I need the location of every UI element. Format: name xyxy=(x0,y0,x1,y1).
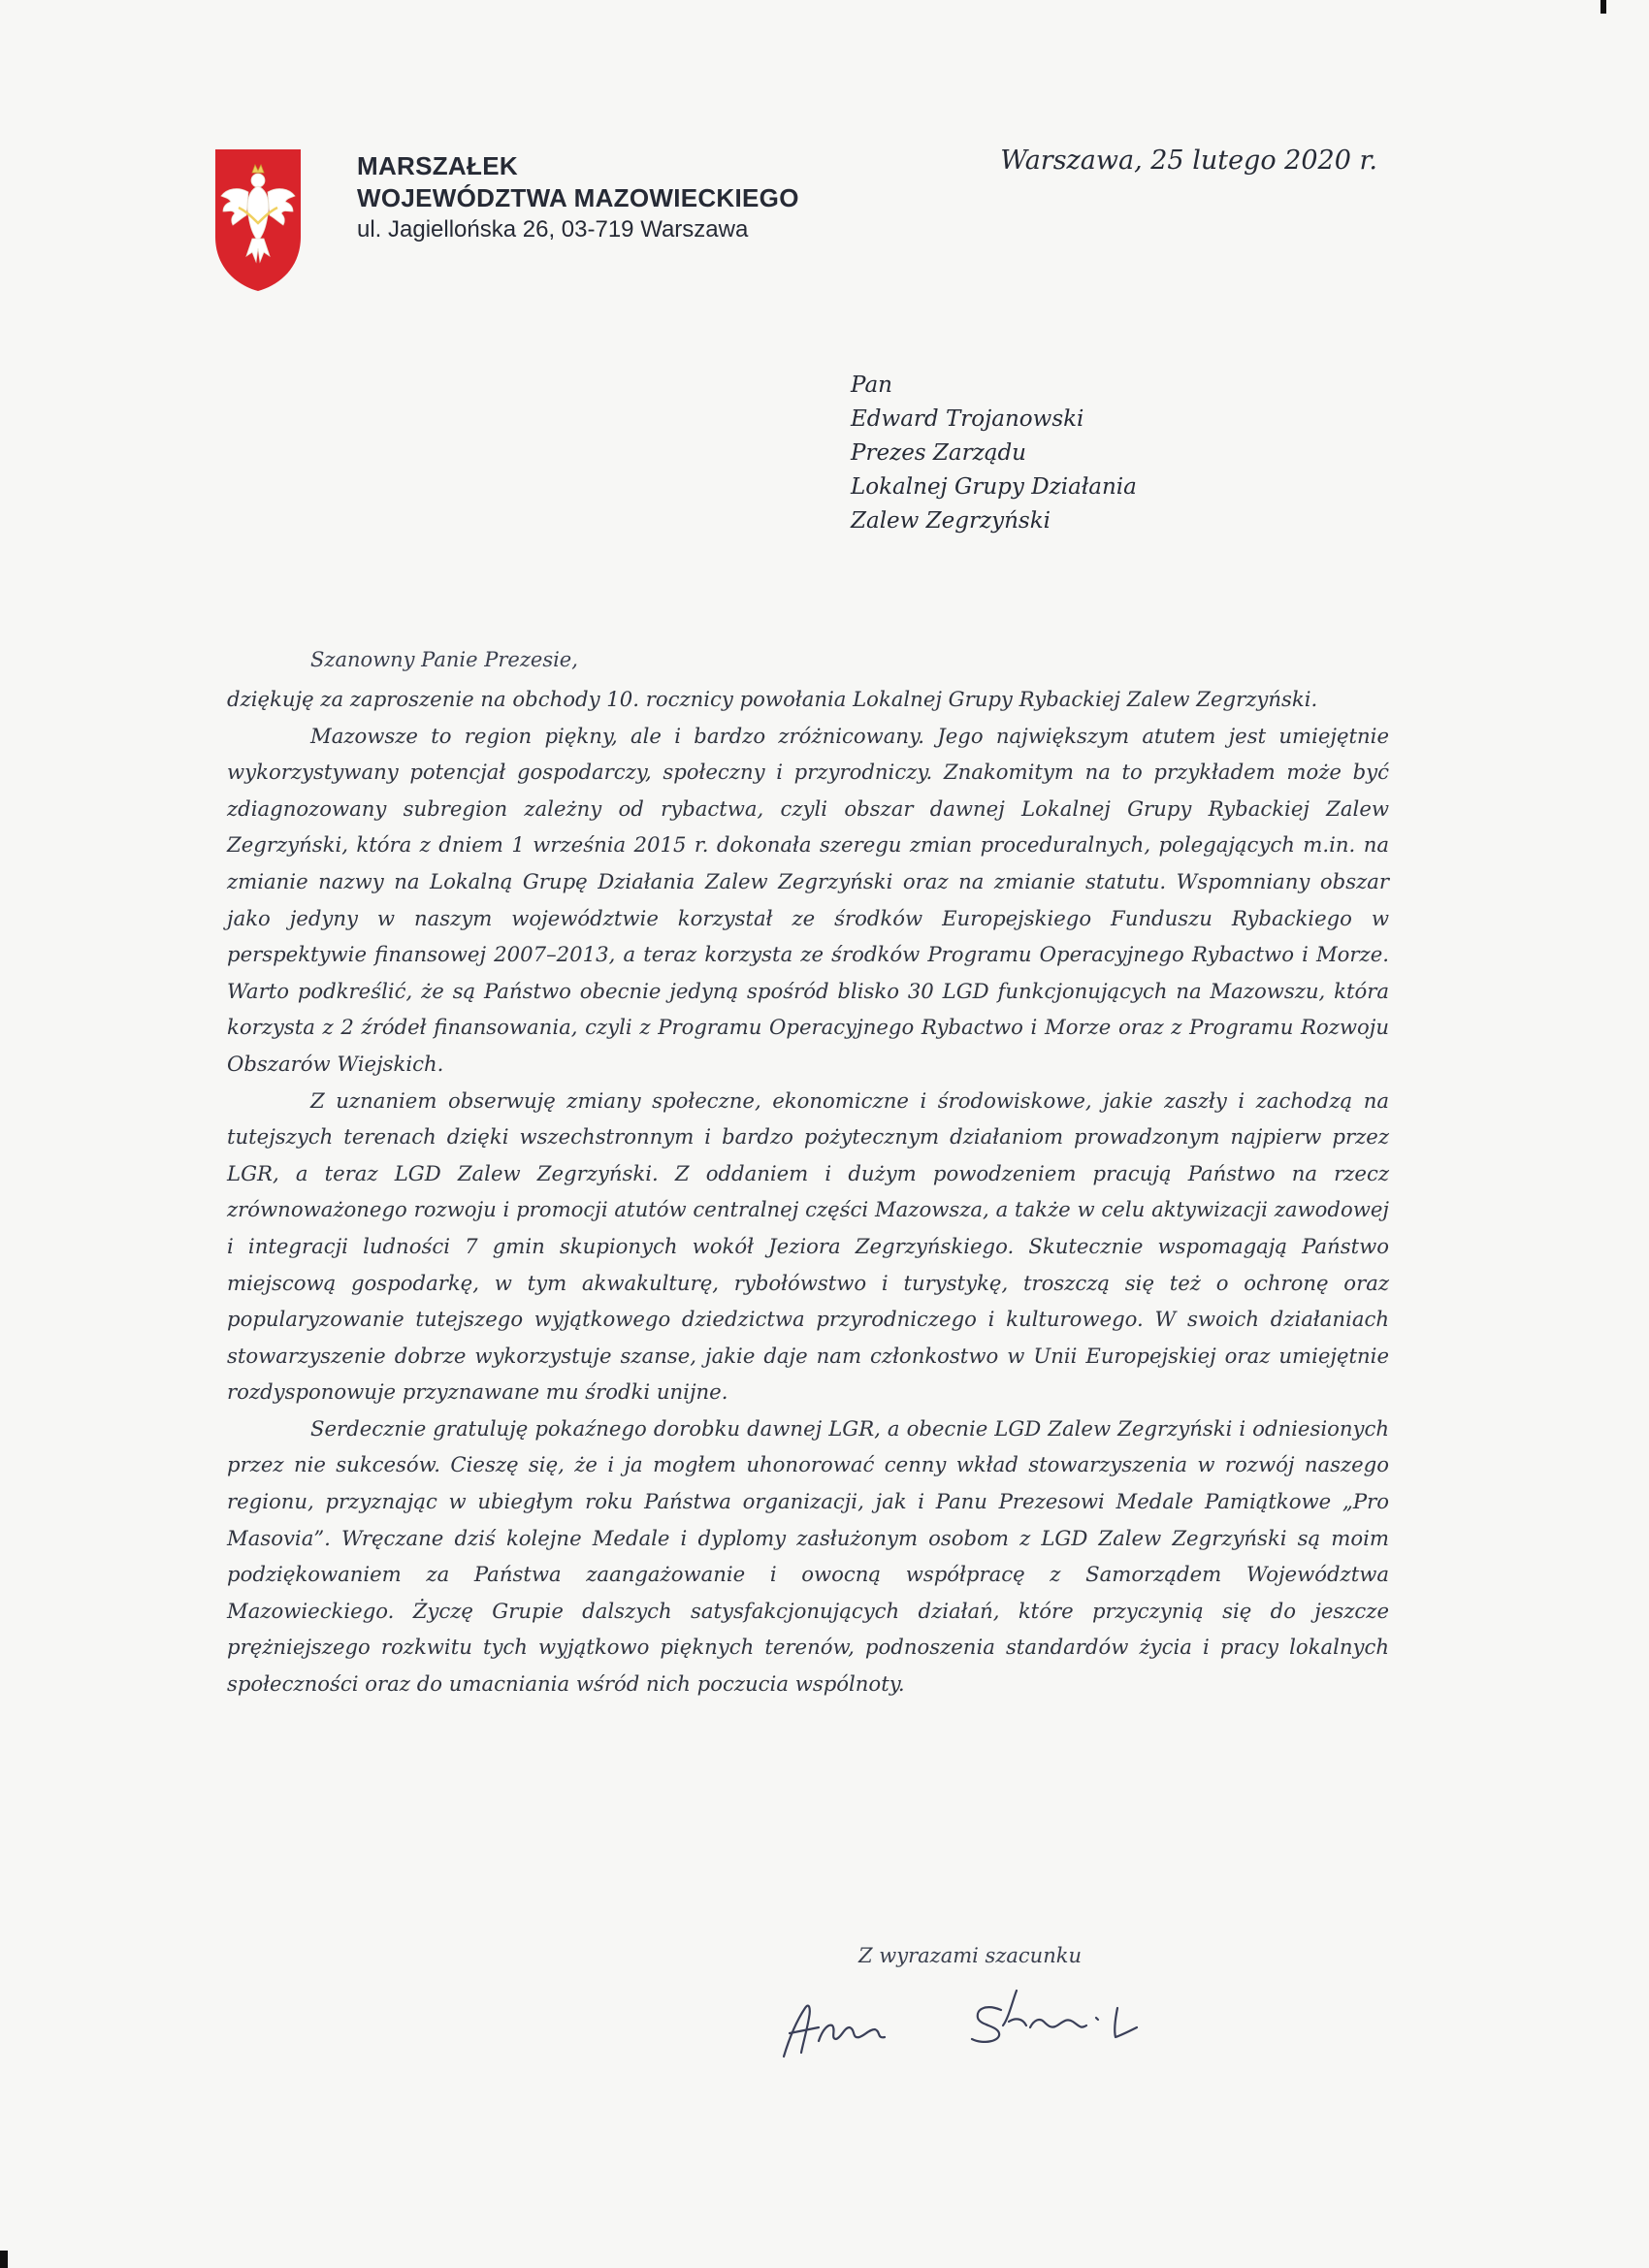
handwritten-signature xyxy=(776,1979,1203,2066)
body-paragraph: Serdecznie gratuluję pokaźnego dorobku dawnej LGR, a obecnie LGD Zalew Zegrzyński i odniesionych przez nie sukcesów. Cieszę się, że i ja mogłem uhonorować cenny wkład stowarzyszenia w rozwój naszego regionu, przyznając w ubiegłym roku Państwa organizacji, jak i Panu Prezesowi Medale Pamiątkowe „Pro Masovia”. Wręczane dziś kolejne Medale i dyplomy zasłużonym osobom z LGD Zalew Zegrzyński są moim podziękowaniem za Państwa zaangażowanie i owocną współpracę z Samorządem Województwa Mazowieckiego. Życzę Grupie dalszych satysfakcjonujących działań, które przyczynią się do jeszcze prężniejszego rozkwitu tych wyjątkowo pięknych terenów, podnoszenia standardów życia i pracy lokalnych społeczności oraz do umacniania wśród nich poczucia wspólnoty. xyxy=(227,1415,1389,1697)
recipient-block xyxy=(851,369,1137,538)
issuer-region: WOJEWÓDZTWA MAZOWIECKIEGO xyxy=(357,183,799,212)
recipient-name: Edward Trojanowski xyxy=(851,406,1084,432)
issuer-title: MARSZAŁEK xyxy=(357,151,518,180)
issuer-address: ul. Jagiellońska 26, 03-719 Warszawa xyxy=(357,216,749,243)
recipient-line: Pan xyxy=(851,373,892,398)
recipient-line: Prezes Zarządu xyxy=(851,440,1026,466)
letter-body xyxy=(227,681,1389,1702)
letter-date: Warszawa, 25 lutego 2020 r. xyxy=(1000,146,1377,176)
closing-phrase: Z wyrazami szacunku xyxy=(858,1944,1082,1967)
scan-edge-mark xyxy=(1600,0,1606,14)
body-paragraph: Z uznaniem obserwuję zmiany społeczne, ekonomiczne i środowiskowe, jakie zaszły i zachodzą na tutejszych terenach dzięki wszechstronnym i bardzo pożytecznym działaniom prowadzonym najpierw przez LGR, a teraz LGD Zalew Zegrzyński. Z oddaniem i dużym powodzeniem pracują Państwo na rzecz zrównoważonego rozwoju i promocji atutów centralnej części Mazowsza, a także w celu aktywizacji zawodowej i integracji ludności 7 gmin skupionych wokół Jeziora Zegrzyńskiego. Skutecznie wspomagają Państwo miejscową gospodarkę, w tym akwakulturę, rybołówstwo i turystykę, troszczą się też o ochronę oraz popularyzowanie tutejszego wyjątkowego dziedzictwa przyrodniczego i kulturowego. W swoich działaniach stowarzyszenie dobrze wykorzystuje szanse, jakie daje nam członkostwo w Unii Europejskiej oraz umiejętnie rozdysponowuje przyznawane mu środki unijne. xyxy=(227,1087,1389,1405)
recipient-line: Zalew Zegrzyński xyxy=(851,508,1051,534)
issuer-block xyxy=(357,150,799,245)
body-paragraph: Mazowsze to region piękny, ale i bardzo zróżnicowany. Jego największym atutem jest umiejętnie wykorzystywany potencjał gospodarczy, społeczny i przyrodniczy. Znakomitym na to przykładem może być zdiagnozowany subregion zależny od rybactwa, czyli obszar dawnej Lokalnej Grupy Rybackiej Zalew Zegrzyński, która z dniem 1 września 2015 r. dokonała szeregu zmian proceduralnych, polegających m.in. na zmianie nazwy na Lokalną Grupę Działania Zalew Zegrzyński oraz na zmianie statutu. Wspomniany obszar jako jedyny w naszym województwie korzystał ze środków Europejskiego Funduszu Rybackiego w perspektywie finansowej 2007–2013, a teraz korzysta ze środków Programu Operacyjnego Rybactwo i Morze. Warto podkreślić, że są Państwo obecnie jedyną spośród blisko 30 LGD funkcjonujących na Mazowszu, która korzysta z 2 źródeł finansowania, czyli z Programu Operacyjnego Rybactwo i Morze oraz z Programu Rozwoju Obszarów Wiejskich. xyxy=(227,723,1389,1076)
scan-edge-mark xyxy=(0,2251,8,2268)
body-paragraph: dziękuję za zaproszenie na obchody 10. rocznicy powołania Lokalnej Grupy Rybackiej Zalew Zegrzyński. xyxy=(227,687,1318,711)
salutation: Szanowny Panie Prezesie, xyxy=(310,648,578,671)
coat-of-arms-icon xyxy=(213,147,303,293)
recipient-line: Lokalnej Grupy Działania xyxy=(851,474,1137,500)
